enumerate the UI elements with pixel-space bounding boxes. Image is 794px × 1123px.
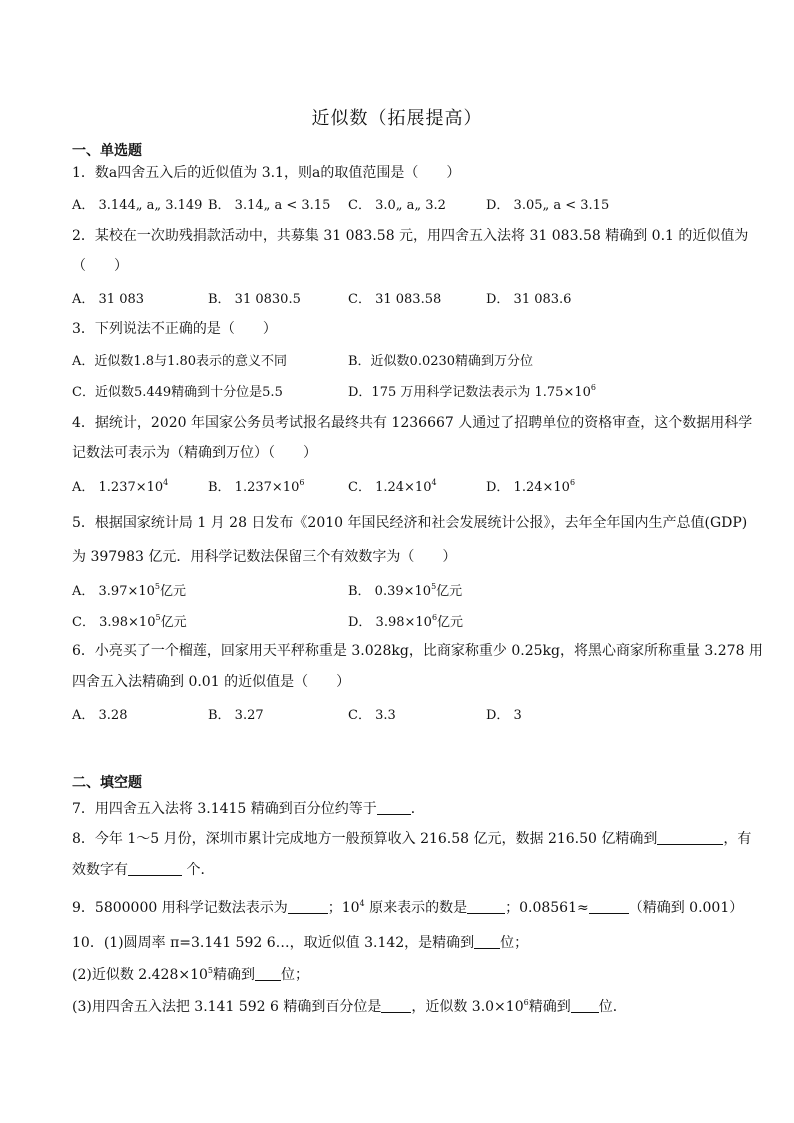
section-single-choice: 一、单选题 xyxy=(72,143,142,159)
answer-blank[interactable] xyxy=(255,966,281,981)
question-8-cont: 效数字有 个． xyxy=(72,862,215,878)
question-10-part-3: (3)用四舍五入法把 3.141 592 6 精确到百分位是 ，近似数 $3.0\times 10^6$精确到 位． xyxy=(72,998,627,1015)
question-3-options-ab xyxy=(72,350,724,370)
question-7: 7．用四舍五入法将 3.1415 精确到百分位约等于 ． xyxy=(72,801,425,817)
page-title: 近似数（拓展提高） xyxy=(311,108,483,129)
question-5-cont: 为 397983 亿元．用科学记数法保留三个有效数字为（ ） xyxy=(72,549,457,565)
question-3-options-cd xyxy=(72,381,724,401)
answer-blank[interactable] xyxy=(381,998,411,1013)
question-1: 1．数a四舍五入后的近似值为 3.1，则a的取值范围是（ ） xyxy=(72,165,461,181)
answer-blank[interactable] xyxy=(467,899,505,914)
option-a: A．近似数1.8与1.80表示的意义不同 xyxy=(72,354,288,369)
question-2: 2．某校在一次助残捐款活动中，共募集 31 083.58 元，用四舍五入法将 31 083.58 精确到 0.1 的近似值为 xyxy=(72,228,749,244)
question-5-options-cd xyxy=(72,611,724,631)
answer-blank[interactable] xyxy=(474,934,500,949)
option-c: C．近似数5.449精确到十分位是5.5 xyxy=(72,385,283,400)
question-2-cont: （ ） xyxy=(72,258,128,274)
answer-blank[interactable] xyxy=(657,830,723,845)
question-4-options xyxy=(72,476,724,496)
option-d: D．175 万用科学记数法表示为 $1.75\times 10^6$ xyxy=(348,383,596,400)
option-c: C． $3.98\times 10^5$亿元 xyxy=(72,613,187,630)
option-b: B． 3.27 xyxy=(208,708,264,723)
answer-blank[interactable] xyxy=(288,899,328,914)
answer-blank[interactable] xyxy=(128,861,182,876)
question-2-options xyxy=(72,288,724,308)
option-a: A． $3.97\times 10^5$亿元 xyxy=(72,582,187,599)
option-d: D． 31 083.6 xyxy=(486,292,572,307)
option-d: D． 3.05„ a < 3.15 xyxy=(486,198,610,213)
question-9: 9．5800000 用科学记数法表示为 ；$10^4$ 原来表示的数是 ；0.08561≈ （精确到 0.001） xyxy=(72,899,744,916)
option-d: D． 3 xyxy=(486,708,522,723)
option-b: B．近似数0.0230精确到万分位 xyxy=(348,354,534,369)
question-1-options xyxy=(72,194,724,214)
question-5: 5．根据国家统计局 1 月 28 日发布《2010 年国民经济和社会发展统计公报》，去年全年国内生产总值(GDP) xyxy=(72,515,748,531)
option-a: A． 3.144„ a„ 3.149 xyxy=(72,198,203,213)
option-c: C． 3.3 xyxy=(348,708,396,723)
question-6-options xyxy=(72,704,724,724)
answer-blank[interactable] xyxy=(589,899,629,914)
question-4-cont: 记数法可表示为（精确到万位）（ ） xyxy=(72,445,317,461)
question-4: 4．据统计，2020 年国家公务员考试报名最终共有 1236667 人通过了招聘单位的资格审查，这个数据用科学 xyxy=(72,415,753,431)
option-b: B． $0.39\times 10^5$亿元 xyxy=(348,582,463,599)
option-b: B． 31 0830.5 xyxy=(208,292,301,307)
option-b: B． 3.14„ a < 3.15 xyxy=(208,198,331,213)
answer-blank[interactable] xyxy=(377,800,411,815)
option-b: B． $1.237\times 10^6$ xyxy=(208,478,305,495)
answer-blank[interactable] xyxy=(571,998,599,1013)
question-6: 6．小亮买了一个榴莲，回家用天平秤称重是 3.028kg，比商家称重少 0.25kg，将黑心商家所称重量 3.278 用 xyxy=(72,643,763,659)
option-a: A． 31 083 xyxy=(72,292,145,307)
question-6-cont: 四舍五入法精确到 0.01 的近似值是（ ） xyxy=(72,674,351,690)
option-a: A． $1.237\times 10^4$ xyxy=(72,478,169,495)
question-10: 10．(1)圆周率 π=3.141 592 6…，取近似值 3.142，是精确到 位； xyxy=(72,935,529,951)
option-c: C． 31 083.58 xyxy=(348,292,442,307)
question-10-part-2: (2)近似数 $2.428\times 10^5$精确到 位； xyxy=(72,966,309,983)
option-c: C． $1.24\times 10^4$ xyxy=(348,478,437,495)
option-d: D． $1.24\times 10^6$ xyxy=(486,478,576,495)
question-3: 3．下列说法不正确的是（ ） xyxy=(72,321,277,337)
option-a: A． 3.28 xyxy=(72,708,128,723)
option-d: D． $3.98\times 10^6$亿元 xyxy=(348,613,464,630)
question-8: 8．今年 1～5 月份，深圳市累计完成地方一般预算收入 216.58 亿元，数据 216.50 亿精确到 ，有 xyxy=(72,831,752,847)
option-c: C． 3.0„ a„ 3.2 xyxy=(348,198,446,213)
section-fill-blank: 二、填空题 xyxy=(72,775,142,791)
question-5-options-ab xyxy=(72,580,724,600)
